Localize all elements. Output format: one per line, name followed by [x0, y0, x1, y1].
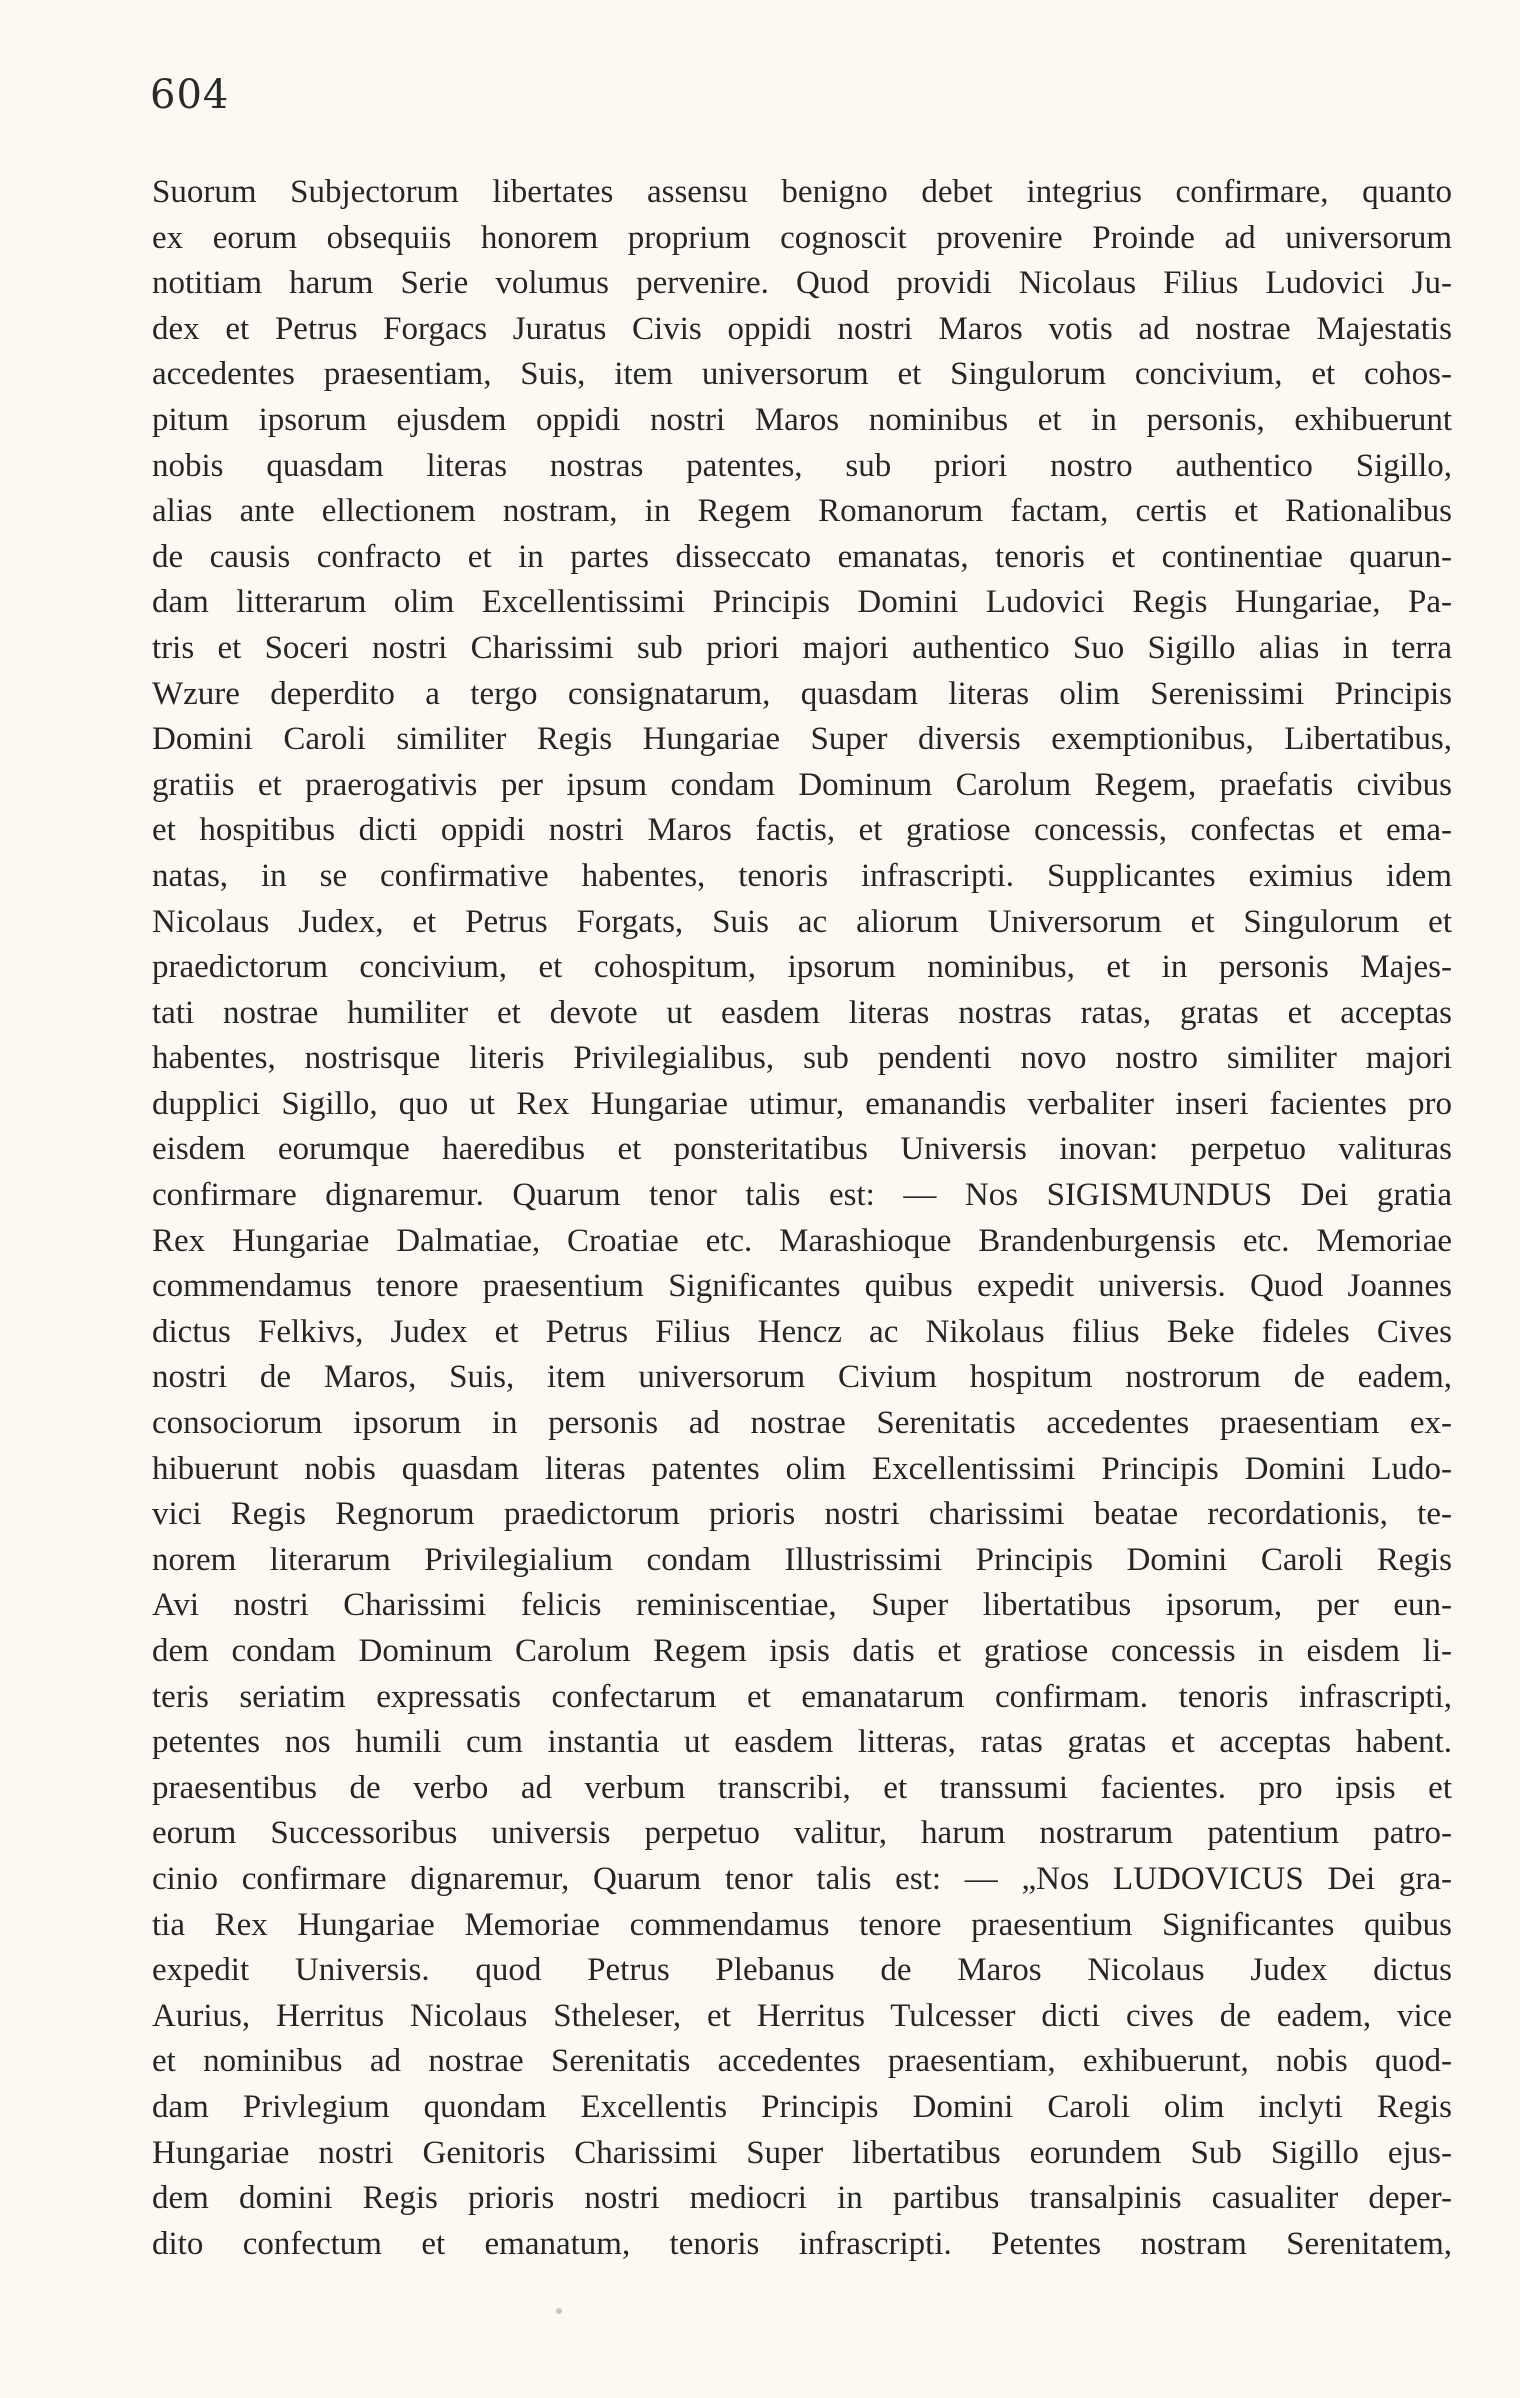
text-line: Hungariae nostri Genitoris Charissimi Super libertatibus eorundem Sub Sigillo ejus-: [152, 2134, 1452, 2171]
text-line: Aurius, Herritus Nicolaus Stheleser, et Herritus Tulcesser dicti cives de eadem, vice: [152, 1997, 1452, 2034]
text-line: Domini Caroli similiter Regis Hungariae Super diversis exemptionibus, Libertatibus,: [152, 721, 1452, 758]
text-line: et nominibus ad nostrae Serenitatis accedentes praesentiam, exhibuerunt, nobis quod-: [152, 2043, 1452, 2080]
text-line: et hospitibus dicti oppidi nostri Maros factis, et gratiose concessis, confectas et ema-: [152, 812, 1452, 849]
text-line: Nicolaus Judex, et Petrus Forgats, Suis ac aliorum Universorum et Singulorum et: [152, 903, 1452, 940]
text-line: dem domini Regis prioris nostri mediocri in partibus transalpinis casualiter deper-: [152, 2180, 1452, 2217]
text-line: tia Rex Hungariae Memoriae commendamus tenore praesentium Significantes quibus: [152, 1906, 1452, 1943]
text-line: dictus Felkivs, Judex et Petrus Filius Hencz ac Nikolaus filius Beke fideles Cives: [152, 1313, 1452, 1350]
text-line: hibuerunt nobis quasdam literas patentes olim Excellentissimi Principis Domini Ludo-: [152, 1450, 1452, 1487]
text-line: dupplici Sigillo, quo ut Rex Hungariae utimur, emanandis verbaliter inseri facientes pro: [152, 1085, 1452, 1122]
text-line: Avi nostri Charissimi felicis reminiscentiae, Super libertatibus ipsorum, per eun-: [152, 1587, 1452, 1624]
text-line: vici Regis Regnorum praedictorum prioris nostri charissimi beatae recordationis, te-: [152, 1496, 1452, 1533]
text-line: nobis quasdam literas nostras patentes, sub priori nostro authentico Sigillo,: [152, 447, 1452, 484]
text-line: de causis confracto et in partes disseccato emanatas, tenoris et continentiae quarun-: [152, 538, 1452, 575]
text-line: dam Privlegium quondam Excellentis Principis Domini Caroli olim inclyti Regis: [152, 2088, 1452, 2125]
text-line: dex et Petrus Forgacs Juratus Civis oppidi nostri Maros votis ad nostrae Majestatis: [152, 310, 1452, 347]
text-line: tris et Soceri nostri Charissimi sub priori majori authentico Suo Sigillo alias in terra: [152, 629, 1452, 666]
text-line: notitiam harum Serie volumus pervenire. Quod providi Nicolaus Filius Ludovici Ju-: [152, 265, 1452, 302]
text-line: natas, in se confirmative habentes, tenoris infrascripti. Supplicantes eximius idem: [152, 857, 1452, 894]
text-line: expedit Universis. quod Petrus Plebanus de Maros Nicolaus Judex dictus: [152, 1952, 1452, 1989]
text-line: petentes nos humili cum instantia ut easdem litteras, ratas gratas et acceptas habent.: [152, 1724, 1452, 1761]
text-line: consociorum ipsorum in personis ad nostrae Serenitatis accedentes praesentiam ex-: [152, 1405, 1452, 1442]
text-line: teris seriatim expressatis confectarum et emanatarum confirmam. tenoris infrascripti,: [152, 1678, 1452, 1715]
text-line: dito confectum et emanatum, tenoris infrascripti. Petentes nostram Serenitatem,: [152, 2225, 1452, 2262]
text-line: nostri de Maros, Suis, item universorum Civium hospitum nostrorum de eadem,: [152, 1359, 1452, 1396]
text-line: dam litterarum olim Excellentissimi Principis Domini Ludovici Regis Hungariae, Pa-: [152, 584, 1452, 621]
text-line: eisdem eorumque haeredibus et ponsteritatibus Universis inovan: perpetuo valituras: [152, 1131, 1452, 1168]
text-line: Wzure deperdito a tergo consignatarum, quasdam literas olim Serenissimi Principis: [152, 675, 1452, 712]
text-line: praedictorum concivium, et cohospitum, ipsorum nominibus, et in personis Majes-: [152, 949, 1452, 986]
text-line: commendamus tenore praesentium Significantes quibus expedit universis. Quod Joannes: [152, 1268, 1452, 1305]
text-line: alias ante ellectionem nostram, in Regem Romanorum factam, certis et Rationalibus: [152, 493, 1452, 530]
text-line: accedentes praesentiam, Suis, item universorum et Singulorum concivium, et cohos-: [152, 356, 1452, 393]
text-line: habentes, nostrisque literis Privilegialibus, sub pendenti novo nostro similiter majori: [152, 1040, 1452, 1077]
text-line: ex eorum obsequiis honorem proprium cognoscit provenire Proinde ad universorum: [152, 219, 1452, 256]
text-line: praesentibus de verbo ad verbum transcribi, et transsumi facientes. pro ipsis et: [152, 1769, 1452, 1806]
paper-speck: [556, 2308, 562, 2314]
text-line: confirmare dignaremur. Quarum tenor talis est: — Nos SIGISMUNDUS Dei gratia: [152, 1177, 1452, 1214]
text-line: Suorum Subjectorum libertates assensu benigno debet integrius confirmare, quanto: [152, 174, 1452, 210]
body-text: [152, 170, 1452, 2267]
text-line: eorum Successoribus universis perpetuo valitur, harum nostrarum patentium patro-: [152, 1815, 1452, 1852]
text-line: gratiis et praerogativis per ipsum condam Dominum Carolum Regem, praefatis civibus: [152, 766, 1452, 803]
text-line: dem condam Dominum Carolum Regem ipsis datis et gratiose concessis in eisdem li-: [152, 1633, 1452, 1669]
text-line: pitum ipsorum ejusdem oppidi nostri Maros nominibus et in personis, exhibuerunt: [152, 401, 1452, 438]
text-line: cinio confirmare dignaremur, Quarum tenor talis est: — „Nos LUDOVICUS Dei gra-: [152, 1860, 1452, 1897]
text-line: Rex Hungariae Dalmatiae, Croatiae etc. Marashioque Brandenburgensis etc. Memoriae: [152, 1222, 1452, 1259]
text-line: tati nostrae humiliter et devote ut easdem literas nostras ratas, gratas et acceptas: [152, 994, 1452, 1031]
text-line: norem literarum Privilegialium condam Illustrissimi Principis Domini Caroli Regis: [152, 1541, 1452, 1578]
page-number: 604: [150, 72, 230, 118]
